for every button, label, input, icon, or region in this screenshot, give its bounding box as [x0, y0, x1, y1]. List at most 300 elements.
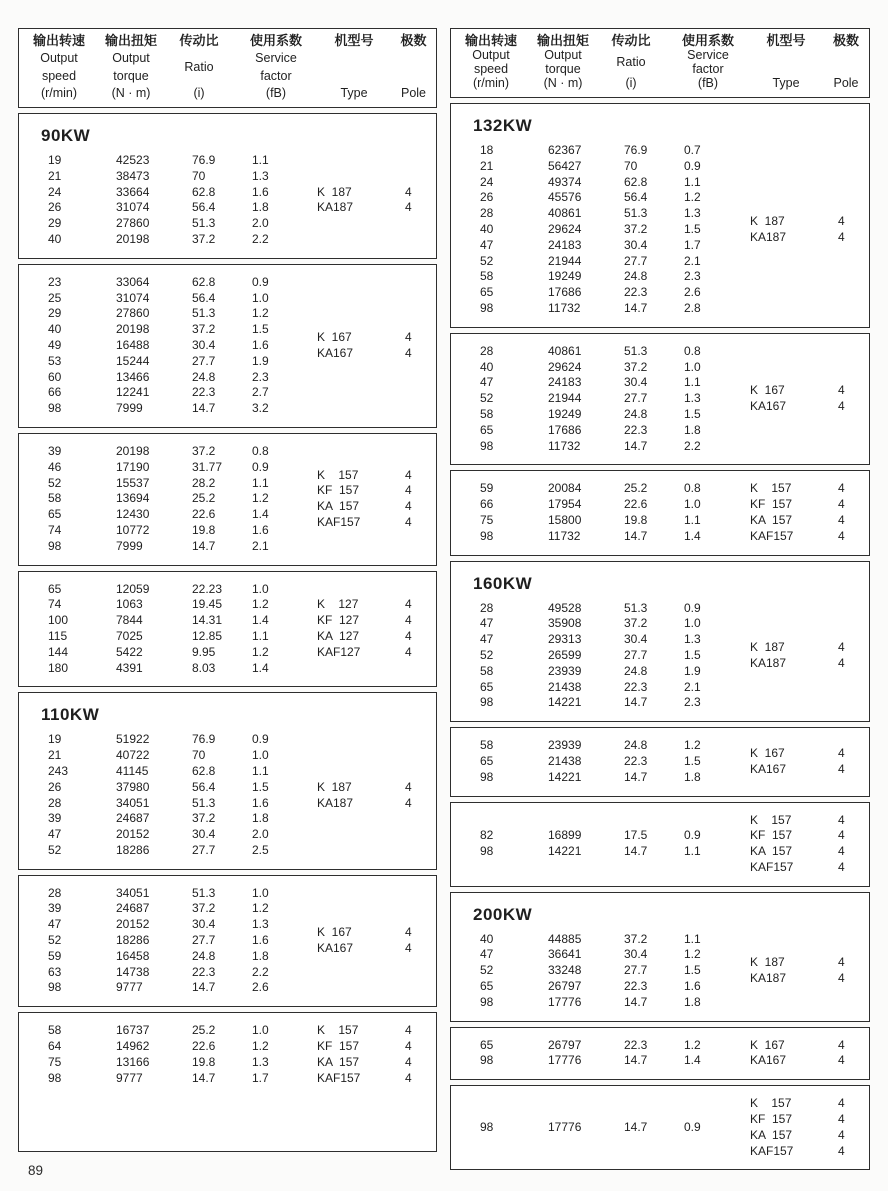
- pole-value: 4: [838, 1037, 845, 1052]
- speed-value: 40: [480, 931, 494, 946]
- table-row: [480, 423, 750, 439]
- spec-block: [450, 802, 870, 887]
- data-rows: [19, 732, 317, 858]
- factor-value: 1.2: [252, 1039, 269, 1054]
- type-list: [750, 955, 869, 987]
- pole-value: 4: [838, 1053, 845, 1068]
- header-label: 使用系数: [681, 33, 734, 48]
- ratio-value: 37.2: [624, 616, 648, 631]
- torque-value: 51922: [116, 732, 150, 747]
- ratio-value: 37.2: [624, 359, 648, 374]
- table-row: [48, 901, 317, 917]
- table-row: [480, 770, 750, 786]
- factor-value: 1.9: [684, 663, 701, 678]
- spec-block: [18, 433, 437, 566]
- factor-value: 2.3: [684, 269, 701, 284]
- factor-value: 0.8: [252, 443, 269, 458]
- torque-value: 41145: [116, 763, 149, 778]
- torque-value: 14221: [548, 844, 582, 859]
- factor-value: 1.1: [684, 174, 701, 189]
- torque-value: 33248: [548, 963, 582, 978]
- type-label: K 157: [317, 1023, 359, 1038]
- speed-value: 60: [48, 369, 62, 384]
- speed-value: 18: [480, 143, 494, 157]
- type-label: KAF157: [750, 528, 794, 543]
- ratio-value: 27.7: [192, 842, 216, 857]
- ratio-value: 25.2: [624, 481, 648, 496]
- ratio-value: 76.9: [192, 732, 216, 747]
- torque-value: 13466: [116, 369, 150, 384]
- data-rows: [451, 1120, 750, 1136]
- table-row: [48, 216, 317, 232]
- factor-value: 2.1: [252, 538, 269, 553]
- type-row: [750, 399, 869, 415]
- speed-value: 65: [48, 581, 62, 596]
- factor-value: 1.0: [252, 885, 269, 900]
- torque-value: 19249: [548, 269, 582, 284]
- torque-value: 19249: [548, 406, 582, 421]
- table-row: [48, 965, 317, 981]
- header-label: 极数: [400, 33, 427, 48]
- type-row: [317, 1039, 436, 1055]
- torque-value: 62367: [548, 143, 582, 157]
- torque-value: 17686: [548, 422, 582, 437]
- ratio-value: 22.3: [624, 679, 648, 694]
- speed-value: 52: [480, 391, 494, 406]
- pole-value: 4: [405, 644, 412, 659]
- type-row: [750, 860, 869, 876]
- torque-value: 26599: [548, 647, 582, 662]
- table-row: [48, 917, 317, 933]
- pole-value: 4: [405, 1054, 412, 1069]
- header-col-pole: [391, 34, 436, 100]
- header-col-ratio: [163, 34, 235, 100]
- factor-value: 1.8: [684, 994, 701, 1009]
- speed-value: 65: [480, 1037, 494, 1052]
- factor-value: 2.0: [252, 827, 269, 842]
- type-label: K 157: [750, 812, 792, 827]
- speed-value: 40: [48, 231, 62, 246]
- header-label: Ratio: [184, 60, 214, 74]
- type-label: K 167: [317, 925, 352, 940]
- header-label: Output: [40, 51, 78, 66]
- table-row: [48, 275, 317, 291]
- type-row: [317, 1055, 436, 1071]
- header-label: 使用系数: [249, 33, 302, 48]
- table-row: [48, 732, 317, 748]
- pole-value: 4: [838, 859, 845, 874]
- torque-value: 9777: [116, 980, 143, 995]
- section-title: 160KW: [473, 573, 533, 593]
- speed-value: 39: [48, 811, 62, 826]
- header-label: (r/min): [472, 76, 510, 90]
- type-list: [750, 383, 869, 415]
- speed-value: 39: [48, 901, 62, 916]
- speed-value: 26: [48, 200, 62, 215]
- speed-value: 29: [48, 306, 62, 321]
- ratio-value: 24.8: [624, 663, 648, 678]
- table-row: [48, 780, 317, 796]
- type-row: [317, 645, 436, 661]
- ratio-value: 30.4: [192, 827, 216, 842]
- table-row: [48, 169, 317, 185]
- speed-value: 28: [48, 885, 62, 900]
- spec-block: [450, 892, 870, 1022]
- column-header: [450, 28, 870, 98]
- type-row: [750, 497, 869, 513]
- data-table-left: [18, 28, 437, 1152]
- table-row: [480, 143, 750, 159]
- speed-value: 58: [480, 269, 494, 284]
- ratio-value: 37.2: [624, 931, 648, 946]
- speed-value: 144: [48, 644, 69, 659]
- type-row: [750, 844, 869, 860]
- torque-value: 12241: [116, 385, 150, 400]
- type-row: [750, 640, 869, 656]
- type-row: [317, 613, 436, 629]
- header-col-ratio: [595, 34, 667, 90]
- factor-value: 0.9: [684, 828, 701, 843]
- speed-value: 47: [480, 947, 494, 962]
- pole-value: 4: [838, 955, 845, 970]
- table-row: [48, 523, 317, 539]
- table-row: [480, 360, 750, 376]
- ratio-value: 24.8: [624, 269, 648, 284]
- ratio-value: 37.2: [192, 231, 216, 246]
- type-row: [317, 185, 436, 201]
- factor-value: 1.5: [684, 406, 701, 421]
- type-label: K 187: [317, 184, 352, 199]
- table-row: [480, 932, 750, 948]
- speed-value: 59: [48, 948, 62, 963]
- factor-value: 2.2: [252, 231, 269, 246]
- type-row: [750, 828, 869, 844]
- page-number: 89: [28, 1163, 44, 1178]
- torque-value: 40722: [116, 748, 150, 763]
- factor-value: 2.6: [684, 285, 701, 300]
- pole-value: 4: [405, 1039, 412, 1054]
- ratio-value: 22.3: [192, 385, 216, 400]
- pole-value: 4: [405, 483, 412, 498]
- table-row: [48, 748, 317, 764]
- type-row: [750, 529, 869, 545]
- torque-value: 31074: [116, 200, 150, 215]
- torque-value: 20084: [548, 481, 582, 496]
- section-title: 110KW: [41, 705, 100, 725]
- type-label: KA 157: [750, 1127, 793, 1142]
- speed-value: 98: [48, 980, 62, 995]
- type-list: [750, 813, 869, 876]
- ratio-value: 30.4: [624, 947, 648, 962]
- spec-block: [450, 333, 870, 466]
- header-label: 输出扭矩: [104, 33, 157, 48]
- torque-value: 1063: [116, 597, 143, 612]
- header-label: speed: [473, 62, 509, 76]
- type-row: [750, 762, 869, 778]
- speed-value: 98: [48, 1070, 62, 1085]
- type-label: KA 157: [317, 1054, 360, 1069]
- table-row: [48, 645, 317, 661]
- type-label: KA167: [750, 761, 787, 776]
- ratio-value: 51.3: [624, 206, 648, 221]
- header-label: Service: [255, 51, 297, 66]
- torque-value: 17776: [548, 994, 582, 1009]
- header-label: torque: [113, 68, 149, 83]
- type-row: [317, 515, 436, 531]
- ratio-value: 24.8: [624, 738, 648, 753]
- torque-value: 56427: [548, 158, 582, 173]
- factor-value: 1.2: [684, 1037, 701, 1052]
- block-content: [451, 813, 869, 876]
- speed-value: 52: [48, 475, 62, 490]
- ratio-value: 62.8: [624, 174, 648, 189]
- speed-value: 52: [480, 647, 494, 662]
- pole-value: 4: [838, 640, 845, 655]
- torque-value: 35908: [548, 616, 582, 631]
- type-label: KF 127: [317, 613, 360, 628]
- speed-value: 47: [480, 632, 494, 647]
- spec-block: [18, 1012, 437, 1152]
- torque-value: 16458: [116, 948, 150, 963]
- factor-value: 1.0: [684, 359, 701, 374]
- header-label: (fB): [697, 76, 719, 90]
- ratio-value: 62.8: [192, 763, 216, 778]
- table-row: [48, 354, 317, 370]
- pole-value: 4: [838, 1127, 845, 1142]
- data-rows: [451, 344, 750, 455]
- speed-value: 180: [48, 660, 69, 675]
- table-row: [480, 738, 750, 754]
- header-label: 传动比: [611, 33, 651, 48]
- factor-value: 1.5: [684, 221, 701, 236]
- spec-block: [18, 571, 437, 688]
- ratio-value: 31.77: [192, 459, 223, 474]
- table-row: [480, 947, 750, 963]
- ratio-value: 30.4: [192, 917, 216, 932]
- header-col-output-speed: [451, 34, 531, 90]
- header-label: 机型号: [766, 33, 806, 48]
- table-row: [480, 648, 750, 664]
- pole-value: 4: [405, 515, 412, 530]
- data-rows: [451, 481, 750, 544]
- factor-value: 2.2: [684, 438, 701, 453]
- pole-value: 4: [405, 795, 412, 810]
- type-label: KAF157: [750, 1143, 794, 1158]
- speed-value: 24: [48, 184, 62, 199]
- torque-value: 11732: [548, 528, 581, 543]
- table-row: [48, 322, 317, 338]
- data-rows: [19, 153, 317, 248]
- speed-value: 65: [48, 507, 62, 522]
- header-label: Output: [472, 48, 510, 62]
- factor-value: 1.1: [252, 763, 269, 778]
- torque-value: 34051: [116, 795, 150, 810]
- torque-value: 29313: [548, 632, 582, 647]
- speed-value: 40: [480, 221, 494, 236]
- block-content: [19, 582, 436, 677]
- column-header: [18, 28, 437, 108]
- pole-value: 4: [838, 214, 845, 229]
- table-row: [480, 407, 750, 423]
- table-row: [480, 1038, 750, 1054]
- factor-value: 1.2: [684, 190, 701, 205]
- table-row: [48, 507, 317, 523]
- factor-value: 1.0: [252, 290, 269, 305]
- ratio-value: 27.7: [192, 353, 216, 368]
- torque-value: 11732: [548, 438, 581, 453]
- type-row: [317, 200, 436, 216]
- type-label: KF 157: [750, 1112, 793, 1127]
- table-row: [480, 497, 750, 513]
- table-row: [480, 963, 750, 979]
- table-row: [480, 481, 750, 497]
- data-rows: [19, 1023, 317, 1086]
- speed-value: 40: [480, 359, 494, 374]
- torque-value: 12059: [116, 581, 150, 596]
- torque-value: 16488: [116, 337, 150, 352]
- speed-value: 65: [480, 753, 494, 768]
- table-row: [480, 159, 750, 175]
- torque-value: 29624: [548, 221, 582, 236]
- speed-value: 98: [480, 300, 494, 315]
- type-row: [750, 1096, 869, 1112]
- torque-value: 36641: [548, 947, 582, 962]
- table-row: [48, 338, 317, 354]
- pole-value: 4: [838, 746, 845, 760]
- header-label: (N · m): [111, 85, 151, 100]
- torque-value: 49374: [548, 174, 582, 189]
- table-row: [48, 796, 317, 812]
- ratio-value: 51.3: [192, 885, 216, 900]
- type-list: [750, 481, 869, 544]
- type-label: K 167: [317, 330, 352, 345]
- ratio-value: 27.7: [624, 963, 648, 978]
- type-label: K 157: [750, 481, 792, 496]
- torque-value: 7844: [116, 613, 143, 628]
- type-label: KAF127: [317, 644, 361, 659]
- header-label: Pole: [833, 76, 859, 90]
- factor-value: 1.5: [684, 753, 701, 768]
- factor-value: 1.8: [252, 200, 269, 215]
- type-row: [750, 230, 869, 246]
- table-row: [48, 200, 317, 216]
- header-col-output-speed: [19, 34, 99, 100]
- ratio-value: 14.7: [624, 528, 648, 543]
- torque-value: 17190: [116, 459, 150, 474]
- table-row: [480, 616, 750, 632]
- speed-value: 21: [480, 158, 494, 173]
- torque-value: 17776: [548, 1119, 582, 1134]
- header-label: Output: [112, 51, 150, 66]
- type-list: [317, 468, 436, 531]
- type-label: K 167: [750, 746, 785, 760]
- factor-value: 1.0: [684, 497, 701, 512]
- ratio-value: 14.7: [624, 438, 648, 453]
- torque-value: 26797: [548, 1037, 582, 1052]
- factor-value: 1.1: [684, 931, 701, 946]
- ratio-value: 22.6: [624, 497, 648, 512]
- ratio-value: 51.3: [192, 795, 216, 810]
- type-label: K 187: [750, 640, 785, 655]
- table-row: [48, 764, 317, 780]
- header-label: (i): [193, 86, 205, 100]
- type-label: K 187: [750, 214, 785, 229]
- header-label: factor: [260, 68, 292, 83]
- pole-value: 4: [405, 330, 412, 345]
- ratio-value: 70: [192, 168, 206, 183]
- speed-value: 47: [48, 827, 62, 842]
- table-row: [480, 175, 750, 191]
- torque-value: 10772: [116, 522, 150, 537]
- pole-value: 4: [405, 499, 412, 514]
- block-content: [451, 932, 869, 1011]
- speed-value: 19: [48, 153, 62, 167]
- factor-value: 2.2: [252, 964, 269, 979]
- pole-value: 4: [838, 812, 845, 827]
- pole-value: 4: [405, 940, 412, 955]
- factor-value: 1.3: [684, 391, 701, 406]
- header-label: (r/min): [40, 85, 78, 100]
- block-content: [19, 275, 436, 417]
- ratio-value: 17.5: [624, 828, 648, 843]
- table-row: [480, 285, 750, 301]
- ratio-value: 14.7: [624, 695, 648, 710]
- type-label: KAF157: [750, 859, 794, 874]
- block-content: [19, 886, 436, 997]
- factor-value: 1.8: [252, 948, 269, 963]
- header-label: speed: [41, 68, 77, 83]
- speed-value: 28: [48, 795, 62, 810]
- block-content: [19, 153, 436, 248]
- factor-value: 2.5: [252, 842, 269, 857]
- factor-value: 1.2: [684, 947, 701, 962]
- block-content: [451, 1096, 869, 1159]
- type-list: [317, 330, 436, 362]
- type-list: [750, 214, 869, 246]
- type-label: KA 127: [317, 628, 360, 643]
- torque-value: 5422: [116, 644, 143, 659]
- ratio-value: 70: [192, 748, 206, 763]
- type-row: [750, 1112, 869, 1128]
- torque-value: 15244: [116, 353, 150, 368]
- ratio-value: 22.6: [192, 1039, 216, 1054]
- header-label: factor: [692, 62, 724, 76]
- speed-value: 98: [48, 401, 62, 416]
- pole-value: 4: [838, 1143, 845, 1158]
- pole-value: 4: [405, 628, 412, 643]
- ratio-value: 27.7: [192, 933, 216, 948]
- table-row: [48, 476, 317, 492]
- header-label: 输出转速: [464, 33, 517, 48]
- torque-value: 17776: [548, 1053, 582, 1068]
- ratio-value: 51.3: [192, 216, 216, 231]
- data-rows: [451, 601, 750, 712]
- table-row: [48, 385, 317, 401]
- table-row: [48, 1071, 317, 1087]
- torque-value: 23939: [548, 738, 582, 753]
- torque-value: 14221: [548, 695, 582, 710]
- speed-value: 98: [480, 769, 494, 784]
- table-row: [48, 185, 317, 201]
- pole-value: 4: [838, 512, 845, 527]
- factor-value: 1.3: [684, 632, 701, 647]
- table-row: [480, 391, 750, 407]
- pole-value: 4: [838, 971, 845, 986]
- table-row: [480, 222, 750, 238]
- factor-value: 0.9: [684, 600, 701, 615]
- torque-value: 17686: [548, 285, 582, 300]
- ratio-value: 22.3: [192, 964, 216, 979]
